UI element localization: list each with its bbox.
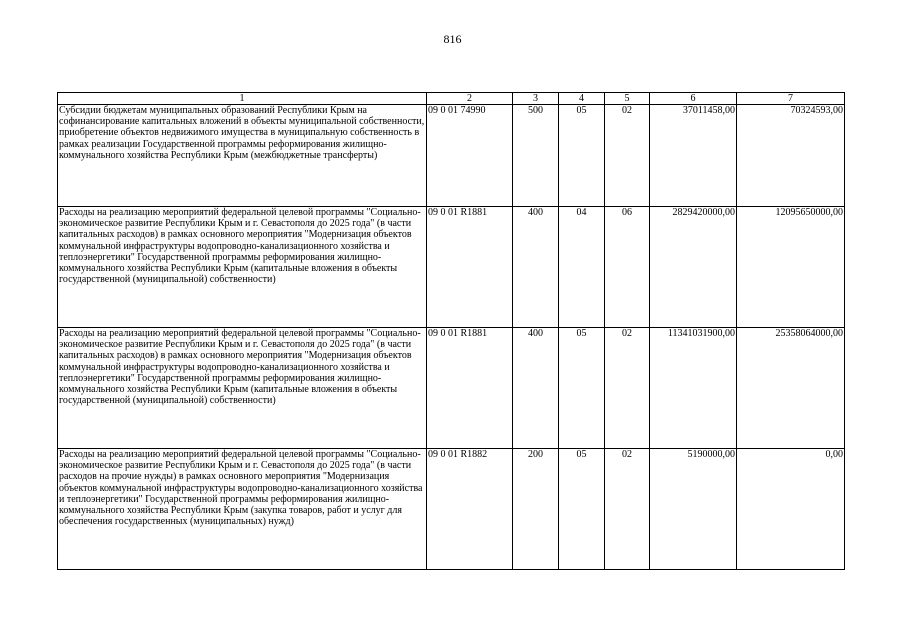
row-amount-7: 12095650000,00 <box>737 207 845 328</box>
row-section: 05 <box>559 105 605 207</box>
column-header: 7 <box>737 93 845 105</box>
row-amount-6: 2829420000,00 <box>650 207 737 328</box>
row-section: 05 <box>559 449 605 570</box>
column-header: 6 <box>650 93 737 105</box>
row-target-code: 09 0 01 R1881 <box>427 207 513 328</box>
row-description: Субсидии бюджетам муниципальных образований Республики Крым на софинансирование капитальных вложений в объекты муниципальной собственности, приобретение объектов недвижимого имущества в муниципальную собственность в рамках реализации Государственной программы реформирования жилищно-коммунального хозяйства Республики Крым (межбюджетные трансферты) <box>58 105 427 207</box>
row-expense-type: 400 <box>513 328 559 449</box>
table-header-row <box>58 93 845 105</box>
row-subsection: 02 <box>605 105 650 207</box>
row-amount-7: 70324593,00 <box>737 105 845 207</box>
row-description: Расходы на реализацию мероприятий федеральной целевой программы "Социально-экономическое развитие Республики Крым и г. Севастополя до 2025 года" (в части расходов на прочие нужды) в рамках основного мероприятия "Модернизация объектов коммунальной инфраструктуры водопроводно-канализационного хозяйства и теплоэнергетики" Государственной программы реформирования жилищно-коммунального хозяйства Республики Крым (закупка товаров, работ и услуг для обеспечения государственных (муниципальных) нужд) <box>58 449 427 570</box>
row-amount-7: 25358064000,00 <box>737 328 845 449</box>
row-amount-6: 37011458,00 <box>650 105 737 207</box>
row-expense-type: 500 <box>513 105 559 207</box>
column-header: 1 <box>58 93 427 105</box>
row-amount-6: 5190000,00 <box>650 449 737 570</box>
row-expense-type: 400 <box>513 207 559 328</box>
row-subsection: 02 <box>605 449 650 570</box>
row-expense-type: 200 <box>513 449 559 570</box>
column-header: 3 <box>513 93 559 105</box>
page-number: 816 <box>443 32 462 46</box>
column-header: 4 <box>559 93 605 105</box>
column-header: 2 <box>427 93 513 105</box>
table-row <box>58 449 845 570</box>
table-row <box>58 328 845 449</box>
row-subsection: 06 <box>605 207 650 328</box>
table-row <box>58 105 845 207</box>
row-amount-6: 11341031900,00 <box>650 328 737 449</box>
row-amount-7: 0,00 <box>737 449 845 570</box>
row-section: 04 <box>559 207 605 328</box>
row-target-code: 09 0 01 R1882 <box>427 449 513 570</box>
column-header: 5 <box>605 93 650 105</box>
row-description: Расходы на реализацию мероприятий федеральной целевой программы "Социально-экономическое развитие Республики Крым и г. Севастополя до 2025 года" (в части капитальных расходов) в рамках основного мероприятия "Модернизация объектов коммунальной инфраструктуры водопроводно-канализационного хозяйства и теплоэнергетики" Государственной программы реформирования жилищно-коммунального хозяйства Республики Крым (капитальные вложения в объекты государственной (муниципальной) собственности) <box>58 328 427 449</box>
row-target-code: 09 0 01 74990 <box>427 105 513 207</box>
row-subsection: 02 <box>605 328 650 449</box>
table-row <box>58 207 845 328</box>
row-target-code: 09 0 01 R1881 <box>427 328 513 449</box>
row-section: 05 <box>559 328 605 449</box>
row-description: Расходы на реализацию мероприятий федеральной целевой программы "Социально-экономическое развитие Республики Крым и г. Севастополя до 2025 года" (в части капитальных расходов) в рамках основного мероприятия "Модернизация объектов коммунальной инфраструктуры водопроводно-канализационного хозяйства и теплоэнергетики" Государственной программы реформирования жилищно-коммунального хозяйства Республики Крым (капитальные вложения в объекты государственной (муниципальной) собственности) <box>58 207 427 328</box>
budget-table <box>57 92 845 570</box>
